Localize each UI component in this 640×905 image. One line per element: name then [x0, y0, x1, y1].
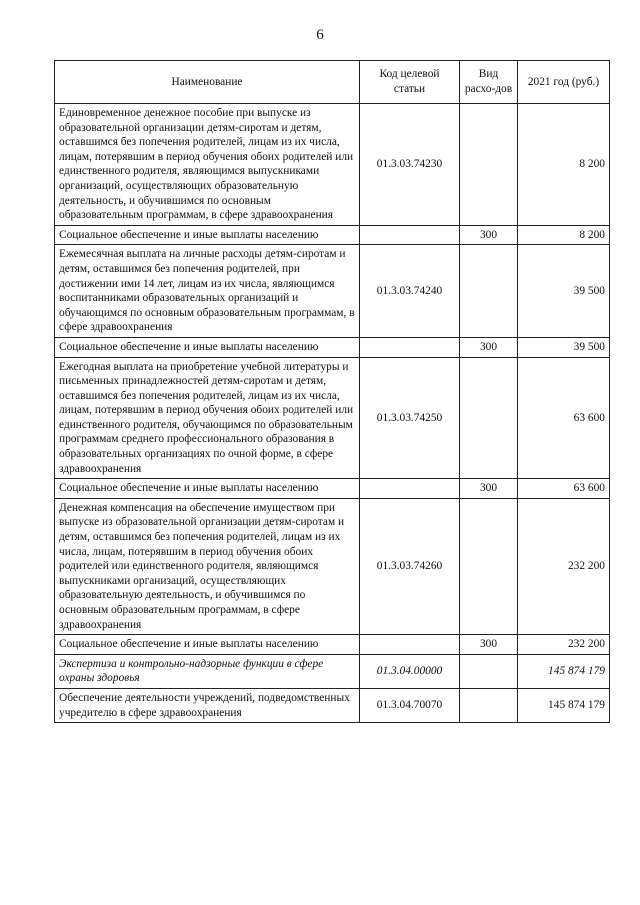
row-code: 01.3.04.70070: [360, 688, 460, 722]
row-code: 01.3.03.74250: [360, 357, 460, 479]
row-code: 01.3.03.74230: [360, 104, 460, 226]
row-vid: [460, 245, 518, 338]
row-vid: 300: [460, 479, 518, 499]
row-name: Экспертиза и контрольно-надзорные функции в сфере охраны здоровья: [55, 654, 360, 688]
table-row: [55, 688, 610, 722]
header-code: Код целевой статьи: [360, 61, 460, 104]
row-amount: 63 600: [518, 357, 610, 479]
row-name: Социальное обеспечение и иные выплаты населению: [55, 337, 360, 357]
budget-table: [54, 60, 610, 723]
row-vid: [460, 357, 518, 479]
row-amount: 232 200: [518, 498, 610, 634]
header-amount: 2021 год (руб.): [518, 61, 610, 104]
page-number: 6: [316, 27, 324, 43]
row-name: Денежная компенсация на обеспечение имуществом при выпуске из образовательной организации детям-сиротам и детям, оставшимся без попечения родителей, лицам из их числа, лицам, потерявшим в период обучения обоих родителей или единственного родителя, являющимся выпускниками организаций, осуществляющих образовательную деятельность, и обучившимся по основным образовательным программам, в сфере здравоохранения: [55, 498, 360, 634]
row-name: Социальное обеспечение и иные выплаты населению: [55, 635, 360, 655]
table-row: [55, 225, 610, 245]
row-code: [360, 225, 460, 245]
table-row: [55, 337, 610, 357]
row-amount: 63 600: [518, 479, 610, 499]
row-amount: 39 500: [518, 245, 610, 338]
header-vid: Вид расхо-дов: [460, 61, 518, 104]
row-vid: [460, 654, 518, 688]
row-vid: [460, 498, 518, 634]
table-row: [55, 635, 610, 655]
row-name: Обеспечение деятельности учреждений, подведомственных учредителю в сфере здравоохранения: [55, 688, 360, 722]
table-row: [55, 654, 610, 688]
row-code: [360, 479, 460, 499]
row-amount: 232 200: [518, 635, 610, 655]
table-row: [55, 357, 610, 479]
row-code: 01.3.03.74240: [360, 245, 460, 338]
row-vid: [460, 688, 518, 722]
row-code: 01.3.04.00000: [360, 654, 460, 688]
row-vid: 300: [460, 635, 518, 655]
table-row: [55, 104, 610, 226]
row-vid: 300: [460, 337, 518, 357]
row-code: 01.3.03.74260: [360, 498, 460, 634]
row-name: Ежемесячная выплата на личные расходы детям-сиротам и детям, оставшимся без попечения родителей, при достижении ими 14 лет, лицам из их числа, являющимся воспитанниками образовательных организаций и обучающимся по основным образовательным программам, в сфере здравоохранения: [55, 245, 360, 338]
header-name: Наименование: [55, 61, 360, 104]
row-code: [360, 337, 460, 357]
row-name: Социальное обеспечение и иные выплаты населению: [55, 479, 360, 499]
row-amount: 8 200: [518, 104, 610, 226]
table-row: [55, 498, 610, 634]
table-header-row: [55, 61, 610, 104]
row-vid: [460, 104, 518, 226]
table-row: [55, 245, 610, 338]
row-amount: 145 874 179: [518, 654, 610, 688]
row-name: Ежегодная выплата на приобретение учебной литературы и письменных принадлежностей детям-сиротам и детям, оставшимся без попечения родителей, лицам из их числа, лицам, потерявшим в период обучения обоих родителей или единственного родителя, обучающимся по образовательным программам среднего профессионального образования в образовательных организациях по очной форме, в сфере здравоохранения: [55, 357, 360, 479]
row-name: Единовременное денежное пособие при выпуске из образовательной организации детям-сиротам и детям, оставшимся без попечения родителей, лицам из их числа, лицам, потерявшим в период обучения обоих родителей или единственного родителя, являющимся выпускниками организаций, осуществляющих образовательную деятельность, и обучившимся по основным образовательным программам, в сфере здравоохранения: [55, 104, 360, 226]
row-amount: 8 200: [518, 225, 610, 245]
row-code: [360, 635, 460, 655]
row-name: Социальное обеспечение и иные выплаты населению: [55, 225, 360, 245]
row-amount: 39 500: [518, 337, 610, 357]
row-vid: 300: [460, 225, 518, 245]
row-amount: 145 874 179: [518, 688, 610, 722]
table-row: [55, 479, 610, 499]
